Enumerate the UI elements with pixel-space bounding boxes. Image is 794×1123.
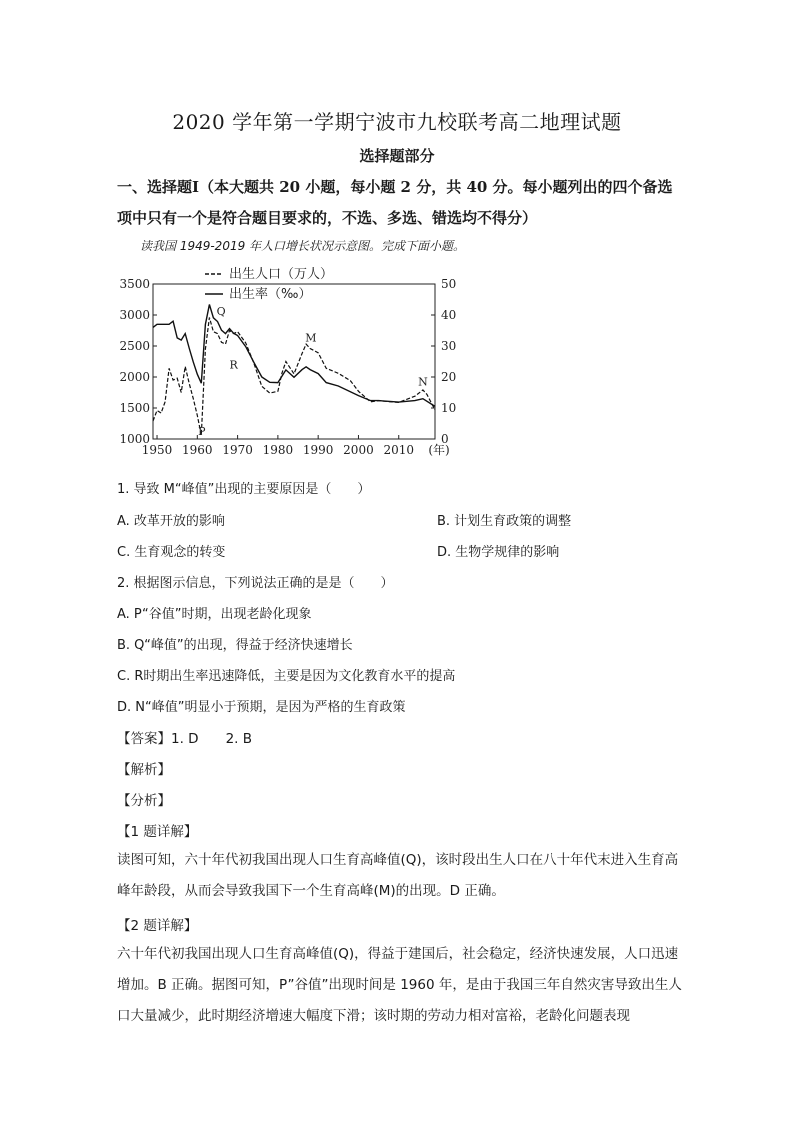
q1-detail-text: 读图可知，六十年代初我国出现人口生育高峰值(Q)，该时段出生人口在八十年代末进入生育高峰年龄段，从而会导致我国下一个生育高峰(M)的出现。D 正确。 <box>117 852 679 899</box>
legend-label: 出生人口（万人） <box>229 267 334 282</box>
annotation-N: N <box>418 375 428 389</box>
x-tick-label: 1980 <box>262 443 294 457</box>
x-tick-label: 1990 <box>302 443 334 457</box>
section-subtitle: 选择题部分 <box>359 147 435 165</box>
y-left-tick-label: 3500 <box>119 277 150 291</box>
x-tick-label: 1970 <box>222 443 253 457</box>
analysis-heading: 【解析】 <box>117 762 171 778</box>
y-left-tick-label: 2000 <box>119 370 150 384</box>
answer-line <box>117 727 252 747</box>
q1-detail-heading: 【1 题详解】 <box>117 824 198 840</box>
chart-frame <box>153 284 435 439</box>
y-right-tick-label: 10 <box>441 401 457 415</box>
question-1-option-d: D. 生物学规律的影响 <box>437 545 560 560</box>
x-tick-label: 1950 <box>141 443 173 457</box>
answer-text: 1. D 2. B <box>171 731 252 747</box>
q2-detail-heading: 【2 题详解】 <box>117 918 198 934</box>
y-right-tick-label: 20 <box>441 370 457 384</box>
question-1-stem: 1. 导致 M“峰值”出现的主要原因是（ ） <box>117 482 371 497</box>
y-left-tick-label: 3000 <box>119 308 150 322</box>
section-instructions-line2: 项中只有一个是符合题目要求的，不选、多选、错选均不得分） <box>117 209 538 227</box>
legend-label: 出生率（‰） <box>229 287 312 302</box>
question-2-option-c: C. R时期出生率迅速降低，主要是因为文化教育水平的提高 <box>117 669 456 684</box>
y-right-tick-label: 50 <box>441 277 457 291</box>
y-right-tick-label: 30 <box>441 339 457 353</box>
y-right-tick-label: 40 <box>441 308 457 322</box>
chart-axes <box>153 284 435 439</box>
question-2-stem: 2. 根据图示信息，下列说法正确的是是（ ） <box>117 576 394 591</box>
question-1-option-a: A. 改革开放的影响 <box>117 514 225 529</box>
chart-ticks <box>119 277 456 457</box>
chart-intro: 读我国 1949-2019 年人口增长状况示意图。完成下面小题。 <box>140 239 466 253</box>
page-title: 2020 学年第一学期宁波市九校联考高二地理试题 <box>172 110 622 134</box>
y-right-tick-label: 0 <box>441 432 449 446</box>
question-2-option-a: A. P“谷值”时期，出现老龄化现象 <box>117 607 312 622</box>
x-tick-label: 2000 <box>343 443 374 457</box>
section-instructions <box>117 172 697 234</box>
question-2-option-d: D. N“峰值”明显小于预期，是因为严格的生育政策 <box>117 700 406 715</box>
y-left-tick-label: 2500 <box>119 339 150 353</box>
y-left-tick-label: 1500 <box>119 401 150 415</box>
fenxi-heading: 【分析】 <box>117 793 171 809</box>
x-tick-label: 2010 <box>383 443 415 457</box>
annotation-M: M <box>305 331 317 345</box>
x-tick-label: (年) <box>428 443 450 457</box>
question-1-option-b: B. 计划生育政策的调整 <box>437 514 572 529</box>
question-2-option-b: B. Q“峰值”的出现，得益于经济快速增长 <box>117 638 353 653</box>
q2-detail-text: 六十年代初我国出现人口生育高峰值(Q)，得益于建国后，社会稳定，经济快速发展，人口迅速增加。B 正确。据图可知，P”谷值”出现时间是 1960 年，是由于我国三年自然灾害导致出生人口大量减少，此时期经济增速大幅度下滑；该时期的劳动力相对富裕，老龄化问题表现 <box>117 946 682 1024</box>
birth-rate-line <box>153 305 435 407</box>
x-tick-label: 1960 <box>182 443 213 457</box>
annotation-Q: Q <box>216 305 226 318</box>
section-instructions-line1: 一、选择题Ⅰ（本大题共 20 小题，每小题 2 分，共 40 分。每小题列出的四个备选 <box>117 178 673 196</box>
question-1-option-c: C. 生育观念的转变 <box>117 545 226 560</box>
answer-label: 【答案】 <box>117 731 171 747</box>
population-chart <box>115 262 475 462</box>
y-left-tick-label: 1000 <box>119 432 150 446</box>
annotation-R: R <box>229 358 238 372</box>
chart-lines <box>153 305 435 436</box>
annotation-P: P <box>198 425 206 438</box>
